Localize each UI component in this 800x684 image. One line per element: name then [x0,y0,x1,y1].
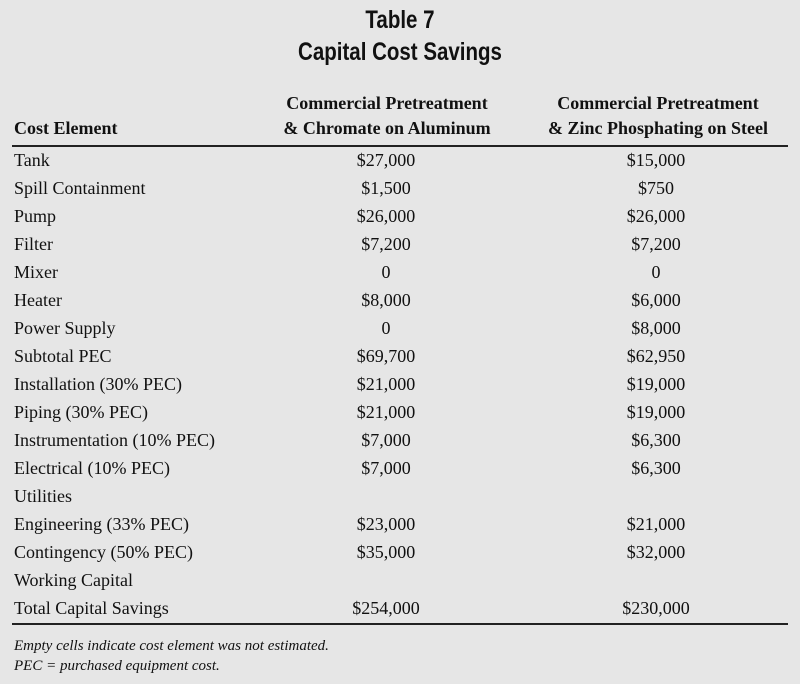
table-row [0,538,800,566]
header-zinc-steel-line2: & Zinc Phosphating on Steel [547,118,769,138]
cost-element-cell: Working Capital [14,570,134,590]
chromate-aluminum-cell: $7,000 [361,430,411,450]
table-row [0,342,800,370]
header-zinc-steel [525,91,791,141]
zinc-steel-cell: $6,300 [631,458,681,478]
header-chromate-aluminum-line1: Commercial Pretreatment [286,93,488,113]
cost-element-cell: Engineering (33% PEC) [14,514,189,534]
chromate-aluminum-cell: $254,000 [352,598,420,618]
table-row [0,314,800,342]
header-zinc-steel-line1: Commercial Pretreatment [557,93,759,113]
table-row [0,202,800,230]
zinc-steel-cell: $19,000 [626,374,686,394]
cost-element-cell: Instrumentation (10% PEC) [14,430,215,450]
chromate-aluminum-cell: $35,000 [356,542,416,562]
zinc-steel-cell: $6,000 [631,290,681,310]
table-row [0,426,800,454]
table-title: Capital Cost Savings [298,38,502,66]
table-title-number: Table 7 [365,6,435,34]
footnote-pec-definition: PEC = purchased equipment cost. [14,658,220,674]
table-row [0,510,800,538]
chromate-aluminum-cell: 0 [381,318,391,338]
cost-element-cell: Installation (30% PEC) [14,374,182,394]
table-row [0,566,800,594]
cost-element-cell: Power Supply [14,318,116,338]
table-row [0,454,800,482]
cost-element-cell: Pump [14,206,57,226]
table-row [0,146,800,174]
zinc-steel-cell: $21,000 [626,514,686,534]
cost-element-cell: Heater [14,290,62,310]
table-row [0,398,800,426]
header-chromate-aluminum [264,91,510,141]
header-cost-element: Cost Element [14,118,118,138]
chromate-aluminum-cell: $23,000 [356,514,416,534]
zinc-steel-cell: $7,200 [631,234,681,254]
chromate-aluminum-cell: $7,200 [361,234,411,254]
chromate-aluminum-cell: $1,500 [361,178,411,198]
zinc-steel-cell: $32,000 [626,542,686,562]
zinc-steel-cell: $62,950 [626,346,686,366]
zinc-steel-cell: $26,000 [626,206,686,226]
cost-element-cell: Contingency (50% PEC) [14,542,193,562]
cost-element-cell: Mixer [14,262,58,282]
cost-element-cell: Subtotal PEC [14,346,112,366]
table-row [0,258,800,286]
table-row [0,286,800,314]
cost-element-cell: Piping (30% PEC) [14,402,149,422]
chromate-aluminum-cell: $8,000 [361,290,411,310]
cost-element-cell: Total Capital Savings [14,598,169,618]
zinc-steel-cell: $19,000 [626,402,686,422]
cost-element-cell: Utilities [14,486,72,506]
chromate-aluminum-cell: 0 [381,262,391,282]
zinc-steel-cell: $8,000 [631,318,681,338]
zinc-steel-cell: $750 [638,178,674,198]
chromate-aluminum-cell: $69,700 [356,346,416,366]
footnote-empty-cells: Empty cells indicate cost element was not estimated. [14,638,329,654]
chromate-aluminum-cell: $27,000 [356,150,416,170]
chromate-aluminum-cell: $26,000 [356,206,416,226]
header-chromate-aluminum-line2: & Chromate on Aluminum [283,118,491,138]
table-body [0,146,800,622]
table-row [0,230,800,258]
chromate-aluminum-cell: $21,000 [356,402,416,422]
table-row [0,174,800,202]
chromate-aluminum-cell: $21,000 [356,374,416,394]
cost-element-cell: Spill Containment [14,178,146,198]
cost-element-cell: Tank [14,150,50,170]
zinc-steel-cell: $6,300 [631,430,681,450]
zinc-steel-cell: $15,000 [626,150,686,170]
zinc-steel-cell: 0 [651,262,661,282]
zinc-steel-cell: $230,000 [622,598,690,618]
cost-element-cell: Electrical (10% PEC) [14,458,170,478]
table-row [0,482,800,510]
table-row-total [0,594,800,622]
chromate-aluminum-cell: $7,000 [361,458,411,478]
footer-divider [12,623,788,625]
table-row [0,370,800,398]
cost-element-cell: Filter [14,234,53,254]
